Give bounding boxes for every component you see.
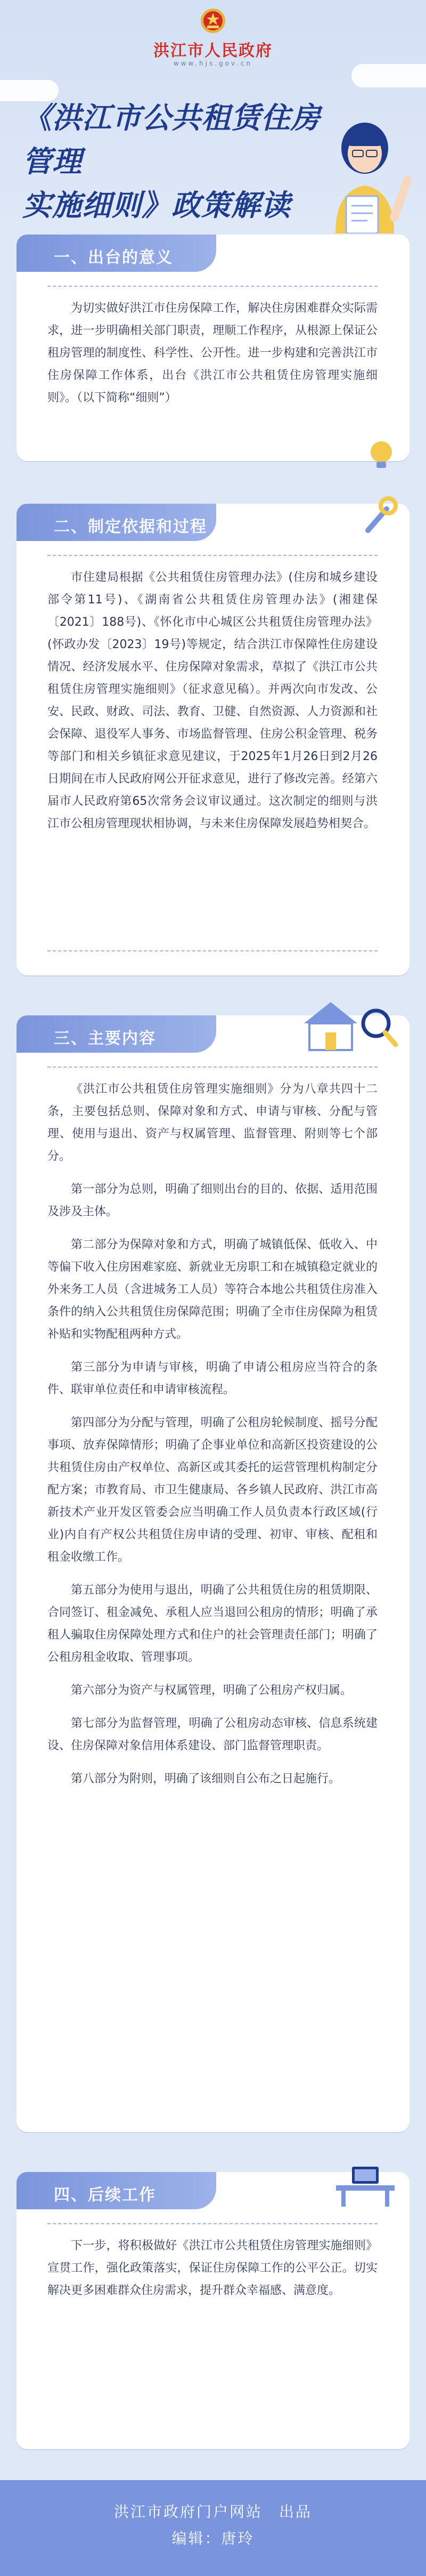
- paragraph: 第一部分为总则，明确了细则出台的目的、依据、适用范围及涉及主体。: [47, 1183, 378, 1218]
- section-main-content: [17, 1015, 409, 2132]
- paragraph: 第七部分为监督管理，明确了公租房动态审核、信息系统建设、住房保障对象信用体系建设、部门监督管理职责。: [47, 1717, 378, 1753]
- paragraph: 第五部分为使用与退出，明确了公共租赁住房的租赁期限、合同签订、租金减免、承租人应当退回公租房的情形；明确了承租人骗取住房保障处理方式和住户的社会管理责任部门；明确了公租房租金收取、管理事项。: [47, 1584, 378, 1664]
- tools-icon: [357, 493, 400, 536]
- section-heading: 二、制定依据和过程: [54, 518, 207, 536]
- section-body: [47, 567, 378, 846]
- divider: [47, 2223, 378, 2224]
- government-name: 洪江市人民政府: [153, 42, 273, 60]
- divider: [47, 555, 378, 556]
- paragraph: 市住建局根据《公共租赁住房管理办法》(住房和城乡建设部令第11号)、《湖南省公共租赁住房管理办法》(湘建保〔2021〕188号)、《怀化市中心城区公共租赁住房管理办法》(怀政办发〔2023〕19号)等规定，结合洪江市保障性住房建设情况、经济发展水平、住房保障对象需求，草拟了《洪江市公共租赁住房管理实施细则》（征求意见稿）。并两次向市发改、公安、民政、财政、司法、教育、卫健、自然资源、人力资源和社会保障、退役军人事务、市场监督管理、住房公积金管理、税务等部门和相关乡镇征求意见建议，于2025年1月26日到2月26日期间在市人民政府网公开征求意见，进行了修改完善。经第六届市人民政府第65次常务会议审议通过。这次制定的细则与洪江市公租房管理现状相协调，与未来住房保障发展趋势相契合。: [47, 571, 378, 830]
- section-basis-process: [17, 504, 409, 975]
- paragraph: 第四部分为分配与管理，明确了公租房轮候制度、摇号分配事项、放弃保障情形；明确了企事业单位和高新区投资建设的公共租赁住房由产权单位、高新区或其委托的运营管理机构制定分配方案；市教育局、市卫生健康局、各乡镇人民政府、洪江市高新技术产业开发区管委会应当明确工作人员负责本行政区域(行业)内自有产权公共租赁住房申请的受理、初审、审核、配租和租金收缴工作。: [47, 1416, 378, 1564]
- page-footer: [0, 2480, 426, 2576]
- section-heading-bar: [17, 1015, 216, 1053]
- section-heading-bar: [17, 2172, 216, 2209]
- house-search-icon: [293, 994, 400, 1053]
- paragraph: 第六部分为资产与权属管理，明确了公租房产权归属。: [71, 1684, 353, 1697]
- section-follow-up: [17, 2172, 409, 2449]
- paragraph: 下一步，将积极做好《洪江市公共租赁住房管理实施细则》宣贯工作，强化政策落实，保证住房保障工作的公平公正。切实解决更多困难群众住房需求，提升群众幸福感、满意度。: [47, 2239, 378, 2297]
- publisher-credit: 洪江市政府门户网站 出品: [113, 2503, 312, 2521]
- section-heading: 一、出台的意义: [54, 248, 173, 267]
- section-body: [47, 1078, 378, 1801]
- presenter-illustration: [314, 111, 415, 233]
- divider: [47, 286, 378, 287]
- paragraph: 第八部分为附则，明确了该细则自公布之日起施行。: [71, 1772, 341, 1786]
- national-emblem-icon: [200, 7, 226, 34]
- lightbulb-icon: [363, 437, 400, 474]
- editor-credit: 编辑：唐玲: [171, 2530, 255, 2547]
- section-heading-bar: [17, 504, 216, 541]
- section-body: [47, 297, 378, 420]
- office-desk-icon: [331, 2156, 400, 2209]
- page-title-line2: 实施细则》政策解读: [22, 188, 291, 222]
- section-heading: 三、主要内容: [54, 1029, 156, 1048]
- paragraph: 第三部分为申请与审核，明确了申请公租房应当符合的条件、联审单位责任和申请审核流程。: [47, 1361, 378, 1396]
- paragraph: 第二部分为保障对象和方式，明确了城镇低保、低收入、中等偏下收入住房困难家庭、新就业无房职工和在城镇稳定就业的外来务工人员（含进城务工人员）等符合本地公共租赁住房准入条件的纳入公共租赁住房保障范围；明确了全市住房保障为租赁补贴和实物配租两种方式。: [47, 1238, 378, 1341]
- cloud-decoration: [351, 64, 426, 87]
- divider: [47, 950, 378, 951]
- paragraph: 《洪江市公共租赁住房管理实施细则》分为八章共四十二条，主要包括总则、保障对象和方式、申请与审核、分配与管理、使用与退出、资产与权属管理、监督管理、附则等七个部分。: [47, 1083, 378, 1163]
- paragraph: 为切实做好洪江市住房保障工作，解决住房困难群众实际需求，进一步明确相关部门职责，理顺工作程序，从根源上保证公租房管理的制度性、科学性、公开性。进一步构建和完善洪江市住房保障工作体系，出台《洪江市公共租赁住房管理实施细则》。（以下简称“细则”）: [47, 302, 378, 405]
- section-significance: [17, 235, 409, 461]
- divider: [47, 1067, 378, 1068]
- page-header: [0, 0, 426, 235]
- page-title: [22, 96, 321, 227]
- section-body: [47, 2235, 378, 2313]
- page-title-line1: 《洪江市公共租赁住房管理: [22, 101, 321, 179]
- section-heading-bar: [17, 235, 216, 272]
- section-heading: 四、后续工作: [54, 2186, 156, 2204]
- government-url: www.hjs.gov.cn: [173, 60, 253, 67]
